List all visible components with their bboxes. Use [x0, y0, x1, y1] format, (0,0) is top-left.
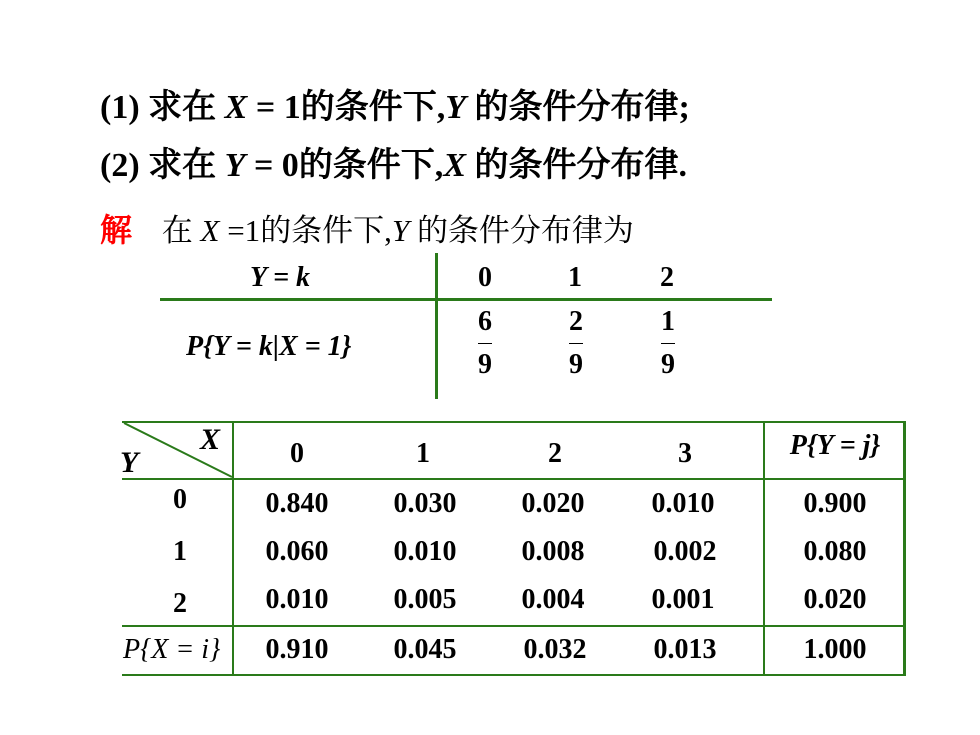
cond-prob-1-den: 9 [569, 349, 583, 380]
cell-1-3: 0.002 [653, 536, 717, 567]
q2-mid: 的条件下, [298, 147, 444, 184]
solution-eq: =1 [219, 213, 261, 248]
marginal-y-header: P{Y = j} [789, 430, 881, 461]
fraction-bar [661, 343, 675, 344]
cell-2-1: 0.005 [393, 584, 457, 615]
solution-prefix: 在 [161, 213, 201, 248]
cond-row1-header: Y = k [250, 262, 311, 293]
q2-eq: = 0 [245, 147, 299, 184]
fraction-bar [478, 343, 492, 344]
corner-y-label: Y [120, 446, 139, 479]
cond-row2-header-text: P{Y = k|X = 1} [186, 331, 352, 362]
solution-line [100, 212, 634, 249]
question-line-2 [100, 146, 687, 186]
cell-0-2: 0.020 [521, 488, 585, 519]
q1-eq: = 1 [247, 89, 301, 126]
q2-prefix: (2) 求在 [100, 147, 225, 184]
cond-k-2: 2 [660, 262, 674, 293]
x-header-2: 2 [548, 438, 562, 469]
joint-bottom-line [122, 674, 906, 676]
marginal-y-1: 0.080 [803, 536, 867, 567]
q1-var1: X [224, 89, 248, 126]
cell-0-0: 0.840 [265, 488, 329, 519]
question-line-1 [100, 88, 690, 128]
cond-k-0: 0 [478, 262, 492, 293]
marginal-y-2: 0.020 [803, 584, 867, 615]
cond-prob-1-num: 2 [569, 306, 583, 337]
cond-prob-0-num: 6 [478, 306, 492, 337]
solution-var2: Y [391, 213, 410, 248]
q2-var2: X [443, 147, 466, 184]
marginal-x-1: 0.045 [393, 634, 457, 665]
cond-prob-2 [653, 305, 683, 382]
cond-prob-0 [470, 305, 500, 382]
y-label-2: 2 [173, 588, 187, 619]
q2-suffix: 的条件分布律. [466, 147, 687, 184]
cell-1-0: 0.060 [265, 536, 329, 567]
cond-row2-header [186, 331, 351, 363]
marginal-x-3: 0.013 [653, 634, 717, 665]
joint-marginal-line [122, 625, 906, 627]
fraction-bar [569, 343, 583, 344]
cell-1-2: 0.008 [521, 536, 585, 567]
cell-2-3: 0.001 [651, 584, 715, 615]
marginal-x-0: 0.910 [265, 634, 329, 665]
q1-prefix: (1) 求在 [100, 89, 225, 126]
y-label-0: 0 [173, 484, 187, 515]
joint-top-line [122, 421, 906, 423]
y-label-1: 1 [173, 536, 187, 567]
cond-prob-1 [561, 305, 591, 382]
marginal-x-header: P{X = i} [123, 634, 221, 665]
cell-2-2: 0.004 [521, 584, 585, 615]
cond-prob-2-den: 9 [661, 349, 675, 380]
joint-header-line [122, 478, 906, 480]
solution-var1: X [200, 213, 220, 248]
q1-mid: 的条件下, [300, 89, 446, 126]
q1-var2: Y [445, 89, 466, 126]
solution-mid: 的条件下, [260, 213, 392, 248]
marginal-y-0: 0.900 [803, 488, 867, 519]
corner-x-label: X [200, 423, 221, 456]
q1-suffix: 的条件分布律; [466, 89, 690, 126]
solution-suffix: 的条件分布律为 [409, 213, 634, 248]
cond-table-hline [160, 298, 772, 301]
solution-label: 解 [100, 212, 133, 248]
cell-1-1: 0.010 [393, 536, 457, 567]
cond-prob-2-num: 1 [661, 306, 675, 337]
q2-var1: Y [224, 147, 246, 184]
x-header-1: 1 [416, 438, 430, 469]
grand-total: 1.000 [803, 634, 867, 665]
cond-k-1: 1 [568, 262, 582, 293]
marginal-x-2: 0.032 [523, 634, 587, 665]
cell-2-0: 0.010 [265, 584, 329, 615]
cond-prob-0-den: 9 [478, 349, 492, 380]
cond-table-vline [435, 253, 438, 399]
cell-0-1: 0.030 [393, 488, 457, 519]
x-header-0: 0 [290, 438, 304, 469]
cell-0-3: 0.010 [651, 488, 715, 519]
x-header-3: 3 [678, 438, 692, 469]
